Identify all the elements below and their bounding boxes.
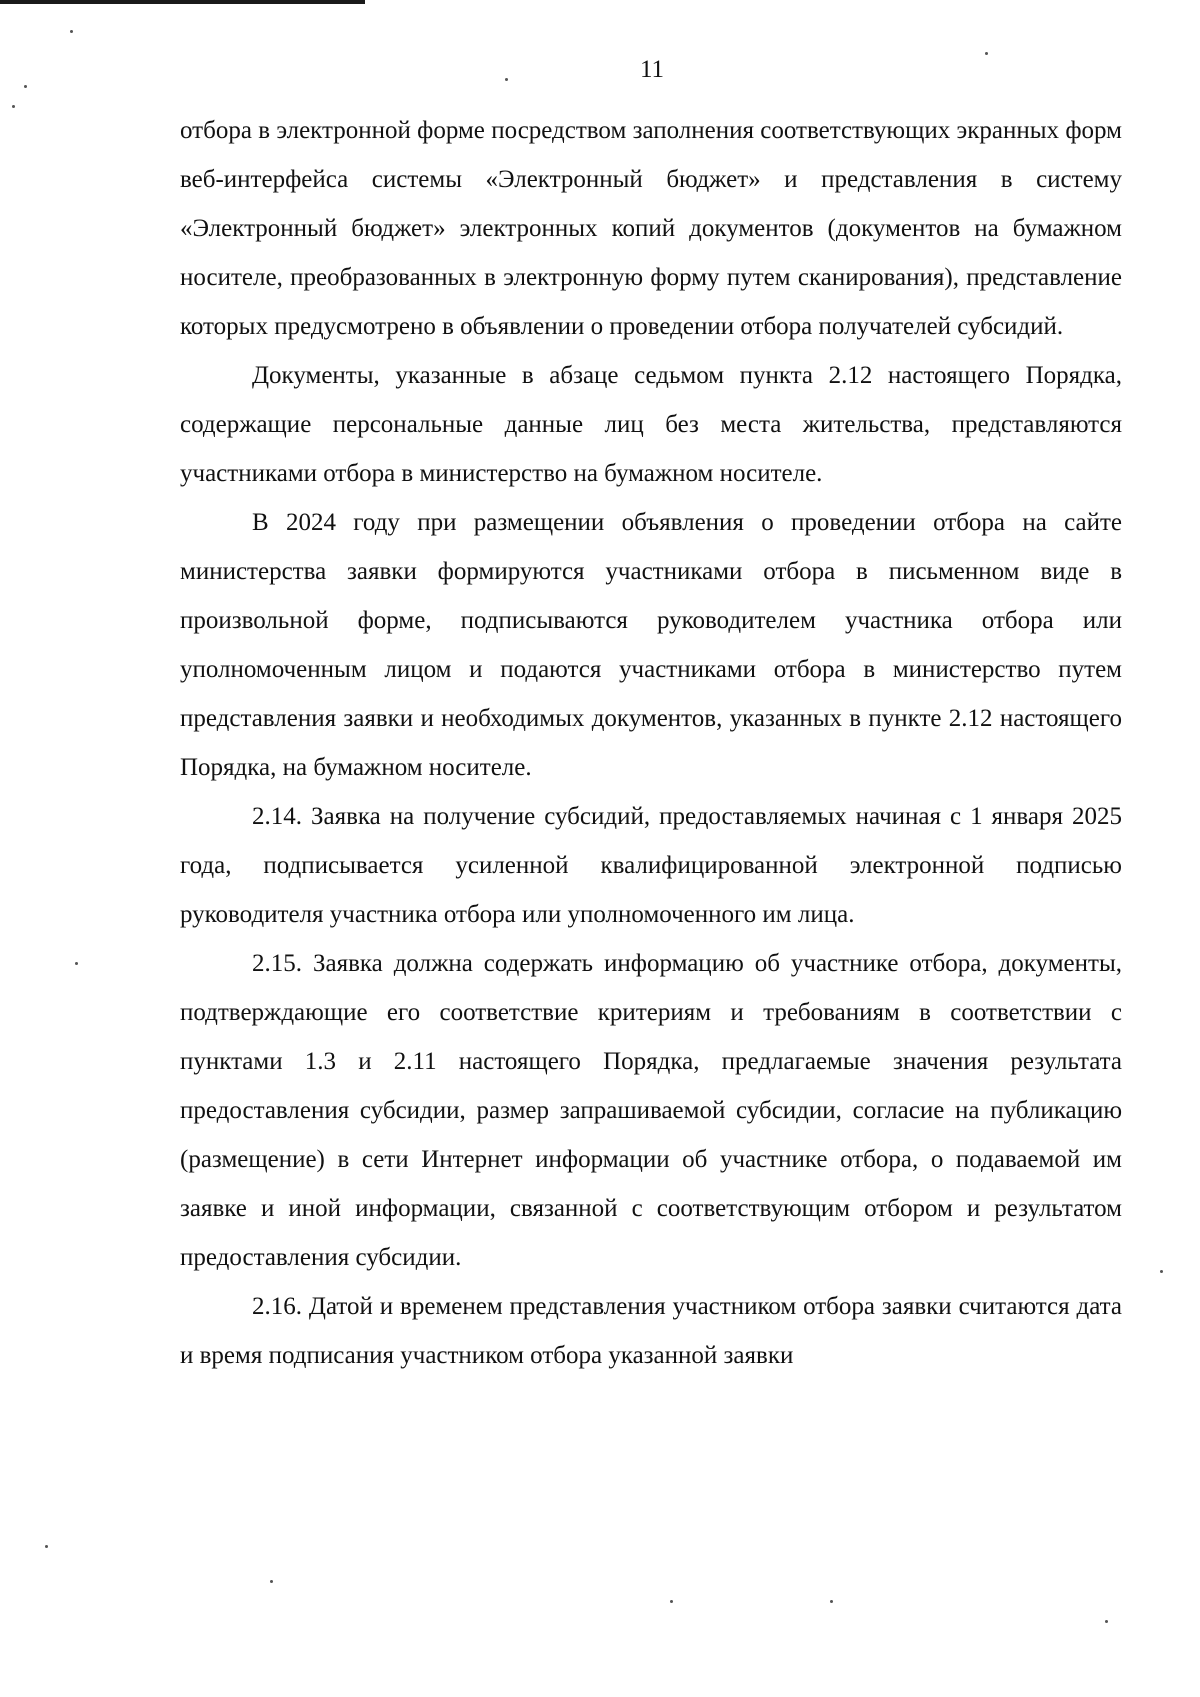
scan-speck bbox=[24, 85, 27, 88]
body-text bbox=[180, 106, 1122, 1380]
scan-speck bbox=[75, 962, 78, 965]
scan-speck bbox=[45, 1545, 48, 1548]
page-number: 11 bbox=[639, 56, 665, 83]
paragraph: Документы, указанные в абзаце седьмом пункта 2.12 настоящего Порядка, содержащие персональные данные лиц без места жительства, представляются участниками отбора в министерство на бумажном носителе. bbox=[180, 362, 1122, 487]
paragraph: 2.16. Датой и временем представления участником отбора заявки считаются дата и время подписания участником отбора указанной заявки bbox=[180, 1293, 1122, 1369]
scan-speck bbox=[1160, 1270, 1163, 1273]
scan-edge-line bbox=[0, 0, 365, 4]
scan-speck bbox=[1105, 1620, 1108, 1623]
scan-speck bbox=[270, 1580, 273, 1583]
paragraph: 2.15. Заявка должна содержать информацию об участнике отбора, документы, подтверждающие его соответствие критериям и требованиям в соответствии с пунктами 1.3 и 2.11 настоящего Порядка, предлагаемые значения результата предоставления субсидии, размер запрашиваемой субсидии, согласие на публикацию (размещение) в сети Интернет информации об участнике отбора, о подаваемой им заявке и иной информации, связанной с соответствующим отбором и результатом предоставления субсидии. bbox=[180, 950, 1122, 1271]
scan-speck bbox=[830, 1600, 833, 1603]
scan-speck bbox=[12, 105, 15, 108]
paragraph: 2.14. Заявка на получение субсидий, предоставляемых начиная с 1 января 2025 года, подписывается усиленной квалифицированной электронной подписью руководителя участника отбора или уполномоченного им лица. bbox=[180, 803, 1122, 928]
scan-speck bbox=[985, 52, 988, 55]
scan-speck bbox=[505, 78, 508, 81]
scan-speck bbox=[70, 30, 73, 33]
scan-speck bbox=[670, 1600, 673, 1603]
paragraph: В 2024 году при размещении объявления о проведении отбора на сайте министерства заявки формируются участниками отбора в письменном виде в произвольной форме, подписываются руководителем участника отбора или уполномоченным лицом и подаются участниками отбора в министерство путем представления заявки и необходимых документов, указанных в пункте 2.12 настоящего Порядка, на бумажном носителе. bbox=[180, 509, 1122, 781]
paragraph: отбора в электронной форме посредством заполнения соответствующих экранных форм веб-интерфейса системы «Электронный бюджет» и представления в систему «Электронный бюджет» электронных копий документов (документов на бумажном носителе, преобразованных в электронную форму путем сканирования), представление которых предусмотрено в объявлении о проведении отбора получателей субсидий. bbox=[180, 117, 1122, 340]
